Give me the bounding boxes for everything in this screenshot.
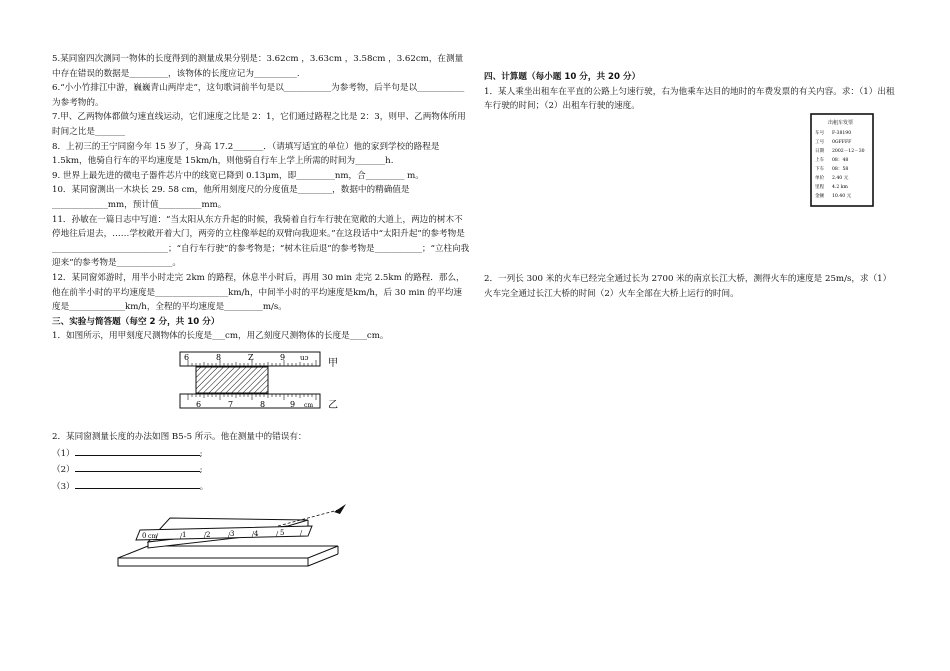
question-6: 6.“小小竹排江中游，巍巍青山两岸走”，这句歌词前半句是以___________为参考物，后半句是以___________为参考物的。	[52, 83, 465, 108]
receipt-key: 上车	[815, 158, 825, 163]
question-11: 11．孙敏在一篇日志中写道：“当太阳从东方升起的时候，我骑着自行车行驶在宽敞的大道上，两边的树木不停地往后退去，……学校敞开着大门，两旁的立柱像举起的双臂向我迎来。”在这段话中“太阳升起”的参考物是___________________________；“自行车行驶”的参考物是；“树木往后退”的参考物是___________；“立柱向我迎来”的参考物是_____________。	[52, 214, 470, 269]
error-line-3	[52, 478, 470, 495]
receipt-value: 08：58	[832, 167, 849, 172]
error-label-3: （3）	[52, 481, 75, 492]
ruler-figure	[178, 350, 358, 420]
error-blank-1[interactable]	[75, 445, 200, 456]
ruler-label-jia: 甲	[328, 358, 338, 369]
measured-object	[196, 367, 268, 393]
receipt-value: 2002－12－30	[832, 149, 865, 154]
calc-2: 2．一列长 300 米的火车已经完全通过长为 2700 米的南京长江大桥，测得火车的速度是 25m/s，求（1）火车完全通过长江大桥的时间（2）火车全部在大桥上运行的时间。	[484, 274, 892, 299]
eye-icon	[334, 504, 346, 514]
receipt-value: 4.2 km	[832, 185, 848, 190]
experiment-2-block	[52, 430, 470, 494]
error-end-2: ;	[199, 465, 203, 476]
ruler-bottom-num: cm	[304, 402, 314, 409]
question-7: 7.甲、乙两物体都做匀速直线运动，它们速度之比是 2：1，它们通过路程之比是 2：3，则甲、乙两物体所用时间之比是_______	[52, 112, 466, 137]
experiment-1: 1．如图所示，用甲刻度尺测物体的长度是___cm，用乙刻度尺测物体的长度是____cm。	[52, 331, 389, 342]
ruler-label-yi: 乙	[328, 400, 338, 411]
question-9: 9. 世界上最先进的微电子器件芯片中的线宽已降到 0.13μm，即_________nm，合_________ m。	[52, 170, 424, 181]
question-12: 12．某同窗郊游时，用半小时走完 2km 的路程，休息半小时后，再用 30 min 走完 2.5km 的路程．那么，他在前半小时的平均速度是_________________km/h，中间半小时的平均速度是km/h，后 30 min 的平均速度是_____________km/h，全程的平均速度是_________m/s。	[52, 272, 465, 313]
error-line-1	[52, 445, 470, 462]
ruler-bottom-num: 6	[196, 400, 202, 409]
receipt-key: 工号	[815, 140, 825, 145]
receipt-title: 出租车发票	[828, 120, 854, 126]
question-5: 5.某同窗四次测同一物体的长度得到的测量成果分别是：3.62cm ，3.63cm ，3.58cm ，3.62cm，在测量中存在错误的数据是_________，该物体的长度应记为__________.	[52, 54, 464, 79]
receipt-image	[810, 113, 874, 207]
section-3-heading: 三、实验与简答题（每空 2 分，共 10 分）	[52, 316, 220, 327]
question-8: 8．上初三的王宁同窗今年 15 岁了，身高 17.2_______．（请填写适宜的单位）他的家到学校的路程是 1.5km，他骑自行车的平均速度是 15km/h，则他骑自行车上学上所需的时间为_______h.	[52, 141, 440, 167]
taxi-receipt	[810, 113, 874, 207]
error-end-3: 。	[199, 481, 209, 492]
calc-1: 1．某人乘坐出租车在平直的公路上匀速行驶，右为他乘车达目的地时的车费发票的有关内容。求：（1）出租车行驶的时间；（2）出租车行驶的速度。	[484, 86, 895, 112]
left-column	[52, 52, 470, 344]
error-end-1: ;	[199, 448, 203, 459]
error-blank-2[interactable]	[75, 461, 200, 472]
section-4-heading: 四、计算题（每小题 10 分，共 20 分）	[484, 72, 641, 82]
receipt-key: 里程	[815, 185, 825, 190]
ruler-top-num: Z	[248, 353, 254, 362]
ruler-top-num: uɔ	[300, 354, 309, 362]
receipt-value: 08：48	[832, 158, 849, 163]
gauge-num: 1	[182, 531, 187, 539]
error-label-1: （1）	[52, 448, 75, 459]
receipt-key: 单价	[815, 176, 825, 181]
receipt-value: 0GFFFF	[832, 140, 852, 145]
gauge-num: 3	[230, 530, 235, 538]
ruler-bottom-num: 8	[260, 400, 266, 409]
gauge-num: 2	[206, 531, 211, 539]
measurement-figure	[108, 496, 368, 586]
error-label-2: （2）	[52, 465, 75, 476]
receipt-key: 车号	[815, 131, 825, 136]
receipt-key: 下车	[815, 167, 825, 172]
receipt-key: 日期	[815, 149, 825, 154]
ruler-diagram	[178, 350, 358, 420]
gauge-num: 4	[254, 530, 259, 538]
receipt-key: 金额	[815, 194, 825, 199]
ruler-bottom-num: 9	[290, 400, 296, 409]
gauge-num: 0	[142, 532, 147, 540]
experiment-2: 2．某同窗测量长度的办法如图 B5-5 所示。他在测量中的错误有：	[52, 432, 307, 442]
error-line-2	[52, 461, 470, 478]
ruler-top-num: 8	[216, 353, 222, 362]
receipt-value: F-38190	[832, 131, 852, 136]
right-column	[484, 70, 898, 114]
ruler-bottom-num: 7	[228, 400, 234, 409]
ruler-top-num: 6	[184, 353, 190, 362]
receipt-value: 2.40 元	[832, 176, 849, 181]
receipt-value: 10.40 元	[832, 194, 852, 199]
gauge-unit: cm	[148, 533, 158, 540]
gauge-num: 5	[280, 529, 285, 537]
measurement-diagram	[108, 496, 368, 586]
question-10: 10．某同窗测出一木块长 29. 58 cm，他所用刻度尺的分度值是________，数据中的精确值是_____________mm，预计值__________mm。	[52, 185, 410, 210]
right-column-lower	[484, 272, 898, 301]
error-blank-3[interactable]	[75, 478, 200, 489]
ruler-top-num: 9	[280, 353, 286, 362]
